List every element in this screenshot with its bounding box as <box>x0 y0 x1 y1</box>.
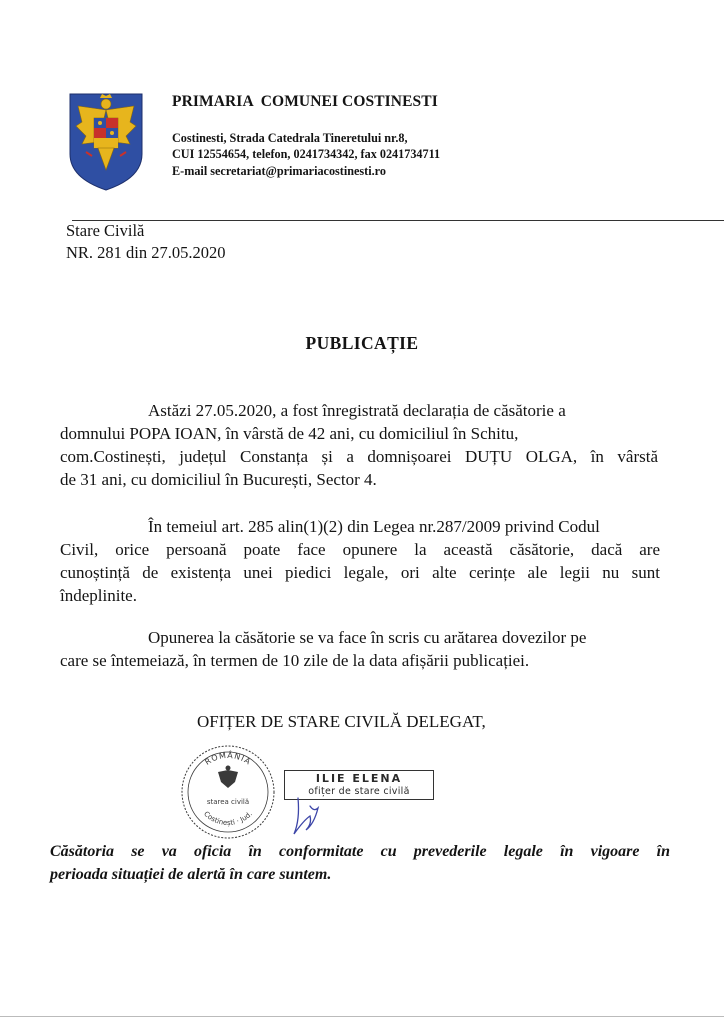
footer-note <box>50 840 670 886</box>
registry-number: NR. 281 din 27.05.2020 <box>66 243 226 262</box>
footer-note-line1: Căsătoria se va oficia în conformitate cu prevederile legale în vigoare în <box>50 843 670 860</box>
registry-department: Stare Civilă <box>66 221 145 240</box>
paragraph1-line3: com.Costinești, județul Constanța și a domnișoarei DUȚU OLGA, în vârstă <box>60 447 658 466</box>
institution-word-primaria: PRIMARIA <box>172 93 254 110</box>
institution-ids: CUI 12554654, telefon, 0241734342, fax 0241734711 <box>172 147 441 161</box>
stamp-text-top: ROMÂNIA <box>203 750 253 767</box>
paragraph3-line2: care se întemeiază, în termen de 10 zile de la data afișării publicației. <box>60 651 530 670</box>
paragraph2-line1: În temeiul art. 285 alin(1)(2) din Legea nr.287/2009 privind Codul <box>148 517 600 536</box>
document-title: PUBLICAȚIE <box>305 333 419 353</box>
romanian-coat-of-arms-icon <box>68 92 144 192</box>
paragraph1-line2: domnului POPA IOAN, în vârstă de 42 ani, cu domiciliul în Schitu, <box>60 424 519 443</box>
header-divider <box>72 220 724 221</box>
paragraph1-line1: Astăzi 27.05.2020, a fost înregistrată declarația de căsătorie a <box>148 401 566 420</box>
svg-text:ROMÂNIA <box>203 749 253 767</box>
page-bottom-edge <box>0 1016 724 1017</box>
institution-email: E-mail secretariat@primariacostinesti.ro <box>172 164 386 178</box>
paragraph1-line4: de 31 ani, cu domiciliul în București, Sector 4. <box>60 470 377 489</box>
institution-address: Costinesti, Strada Catedrala Tineretului nr.8, <box>172 131 408 145</box>
paragraph3-line1: Opunerea la căsătorie se va face în scris cu arătarea dovezilor pe <box>148 628 587 647</box>
handwritten-signature-icon <box>280 790 340 840</box>
footer-note-line2: perioada situației de alertă în care suntem. <box>50 866 332 883</box>
official-seal-icon <box>178 742 278 842</box>
paragraph2-line4: îndeplinite. <box>60 586 137 605</box>
paragraph2-line2: Civil, orice persoană poate face opunere la această căsătorie, dacă are <box>60 540 660 559</box>
paragraph2-line3: cunoștință de existența unei piedici legale, ori alte cerințe ale legii nu sunt <box>60 563 660 582</box>
institution-word-comune: COMUNEI COSTINESTI <box>260 93 438 110</box>
officer-role: ofițer de stare civilă <box>308 786 410 797</box>
svg-text:Costinești · Jud. <box>202 810 254 827</box>
signatory-title: OFIȚER DE STARE CIVILĂ DELEGAT, <box>197 712 486 731</box>
stamp-text-center: starea civilă <box>206 798 250 806</box>
institution-name <box>172 93 438 111</box>
stamp-text-bottom: Costinești · Jud. <box>202 809 254 827</box>
officer-name: ILIE ELENA <box>315 772 403 785</box>
